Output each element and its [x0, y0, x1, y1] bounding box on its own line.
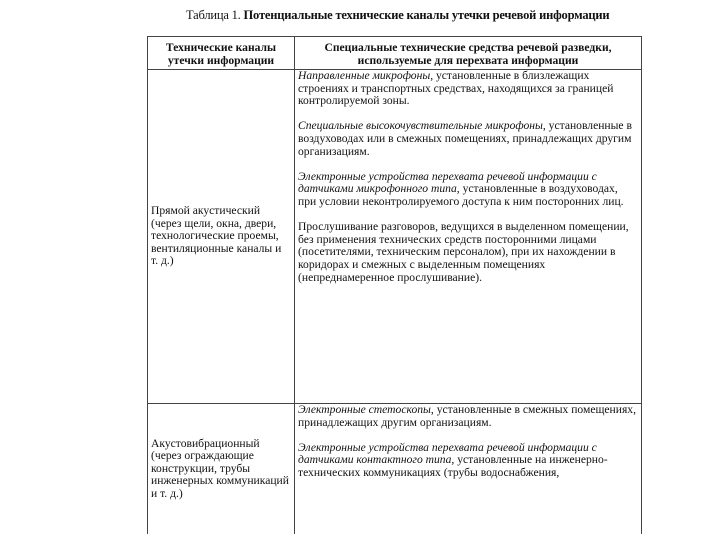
means-entry-text: , установленные в воздуховодах, при условии неконтролируемого доступа к ним посторонних лиц. [298, 182, 624, 208]
means-entry-italic: Электронные стетоскопы [298, 403, 431, 416]
leak-channels-table [147, 36, 642, 535]
means-entry-text: , установленные в близлежащих строениях и транспортных средствах, находящихся за границей контролируемой зоны. [298, 69, 614, 108]
means-entry [298, 120, 638, 158]
means-entry [298, 404, 638, 429]
means-entry [298, 221, 638, 284]
means-entry-italic: Специальные высокочувствительные микрофоны [298, 119, 543, 133]
means-entry-italic: Электронные устройства перехвата речевой информации с датчиками микрофонного типа [298, 169, 597, 196]
table-row [148, 404, 642, 535]
means-entry [298, 171, 638, 209]
table-row [148, 70, 642, 404]
channel-cell: Акустовибрационный (через ограждающие конструкции, трубы инженерных коммуникаций и т. д.) [148, 404, 295, 535]
means-entry [298, 442, 638, 480]
table-caption [186, 8, 706, 23]
means-cell [295, 70, 642, 404]
means-entry-text: , установленные на инженерно-технических коммуникациях (трубы водоснабжения, [298, 453, 608, 479]
means-entry-italic: Направленные микрофоны [298, 69, 431, 82]
means-entry-text: Прослушивание разговоров, ведущихся в выделенном помещении, без применения технических средств посторонними лицами (посетителями, техническим персоналом), при их нахождении в коридорах и смежных с выделенным помещениях (непреднамеренное прослушивание). [298, 220, 629, 284]
channel-cell: Прямой акустический (через щели, окна, двери, технологические проемы, вентиляционные каналы и т. д.) [148, 70, 295, 404]
header-channels: Технические каналы утечки информации [148, 37, 295, 70]
page-bottom-edge [0, 534, 720, 540]
means-cell [295, 404, 642, 535]
caption-title: Потенциальные технические каналы утечки речевой информации [243, 8, 610, 22]
means-entry-text: , установленные в воздуховодах или в смежных помещениях, принадлежащих другим организациям. [298, 119, 632, 158]
means-entry [298, 70, 638, 108]
header-means: Специальные технические средства речевой разведки, используемые для перехвата информации [295, 37, 642, 70]
table-header-row [148, 37, 642, 70]
means-entry-italic: Электронные устройства перехвата речевой информации с датчиками контактного типа [298, 440, 597, 467]
caption-prefix: Таблица 1. [186, 8, 241, 22]
means-entry-text: , установленные в смежных помещениях, принадлежащих другим организациям. [298, 403, 636, 429]
